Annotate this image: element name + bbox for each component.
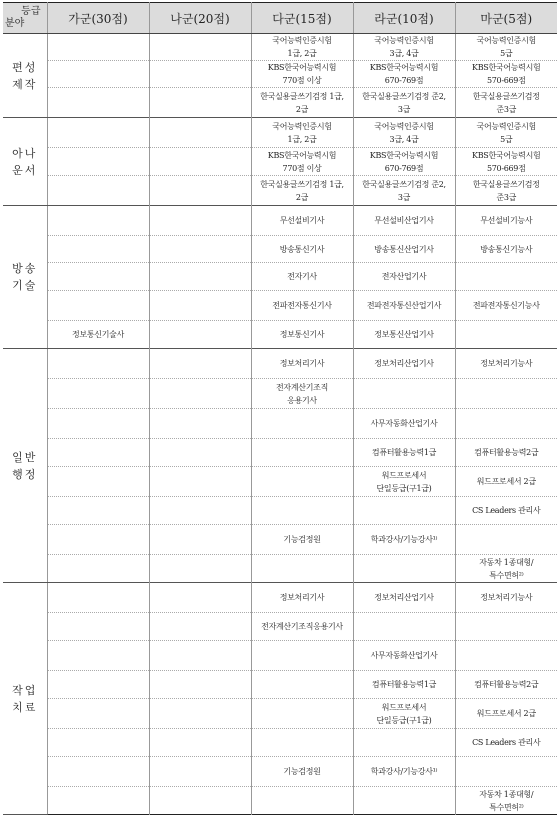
cell-grade-b [149, 699, 251, 729]
cell-grade-e: 한국실용글쓰기검정 준3급 [455, 176, 557, 206]
cell-grade-b [149, 409, 251, 439]
cell-grade-c [251, 467, 353, 497]
cell-grade-d: 전파전자통신산업기사 [353, 291, 455, 321]
cell-grade-a [47, 206, 149, 236]
cell-grade-c: 한국실용글쓰기검정 1급, 2급 [251, 88, 353, 118]
table-row [3, 583, 557, 613]
table-row [3, 321, 557, 349]
cell-grade-b [149, 61, 251, 88]
cell-grade-c: 정보처리기사 [251, 349, 353, 379]
cell-grade-a [47, 61, 149, 88]
cell-grade-d: 한국실용글쓰기검정 준2, 3급 [353, 176, 455, 206]
cell-grade-d [353, 555, 455, 583]
header-grade-e: 마군(5점) [455, 3, 557, 34]
cell-grade-d: 국어능력인증시험 3급, 4급 [353, 34, 455, 61]
cell-grade-c: KBS한국어능력시험 770점 이상 [251, 61, 353, 88]
cell-grade-a [47, 555, 149, 583]
cell-grade-b [149, 379, 251, 409]
field-category-cell: 편성 제작 [3, 34, 47, 118]
cell-grade-a [47, 379, 149, 409]
cell-grade-b [149, 88, 251, 118]
cell-grade-e [455, 379, 557, 409]
cell-grade-b [149, 787, 251, 815]
cell-grade-d [353, 379, 455, 409]
cell-grade-a [47, 757, 149, 787]
cell-grade-c: 기능검정원 [251, 757, 353, 787]
cell-grade-d: 국어능력인증시험 3급, 4급 [353, 118, 455, 148]
field-category-cell: 방송 기술 [3, 206, 47, 349]
cell-grade-e: 한국실용글쓰기검정 준3급 [455, 88, 557, 118]
header-grade-label: 등급 [21, 6, 41, 17]
cell-grade-b [149, 118, 251, 148]
cell-grade-c: 한국실용글쓰기검정 1급, 2급 [251, 176, 353, 206]
cell-grade-c: 국어능력인증시험 1급, 2급 [251, 118, 353, 148]
table-row [3, 613, 557, 641]
cell-grade-b [149, 641, 251, 671]
cell-grade-a [47, 497, 149, 525]
cell-grade-a [47, 671, 149, 699]
cell-grade-c: 전파전자통신기사 [251, 291, 353, 321]
cell-grade-c: KBS한국어능력시험 770점 이상 [251, 148, 353, 176]
table-row [3, 671, 557, 699]
table-row [3, 61, 557, 88]
cell-grade-e [455, 321, 557, 349]
cell-grade-d: 방송통신산업기사 [353, 236, 455, 263]
table-row [3, 176, 557, 206]
cell-grade-a [47, 699, 149, 729]
cell-grade-c: 방송통신기사 [251, 236, 353, 263]
cell-grade-a [47, 409, 149, 439]
cell-grade-e [455, 641, 557, 671]
cell-grade-d: 워드프로세서 단일등급(구1급) [353, 467, 455, 497]
cell-grade-b [149, 349, 251, 379]
header-field-label: 분야 [5, 18, 25, 29]
cell-grade-a [47, 236, 149, 263]
cell-grade-b [149, 729, 251, 757]
cell-grade-e: 자동차 1종대형/ 특수면허²⁾ [455, 787, 557, 815]
cell-grade-d: KBS한국어능력시험 670-769점 [353, 148, 455, 176]
cell-grade-e: KBS한국어능력시험 570-669점 [455, 61, 557, 88]
table-row [3, 88, 557, 118]
cell-grade-d: 무선설비산업기사 [353, 206, 455, 236]
cell-grade-e: 국어능력인증시험 5급 [455, 34, 557, 61]
cell-grade-c [251, 555, 353, 583]
field-category-cell: 아나 운서 [3, 118, 47, 206]
cell-grade-a [47, 787, 149, 815]
field-category-cell: 일반 행정 [3, 349, 47, 583]
cell-grade-a [47, 613, 149, 641]
cell-grade-b [149, 176, 251, 206]
cell-grade-d [353, 729, 455, 757]
cell-grade-a [47, 88, 149, 118]
cell-grade-e: 컴퓨터활용능력2급 [455, 671, 557, 699]
cell-grade-c: 정보통신기사 [251, 321, 353, 349]
cell-grade-a [47, 525, 149, 555]
cell-grade-e: 방송통신기능사 [455, 236, 557, 263]
cell-grade-d: KBS한국어능력시험 670-769점 [353, 61, 455, 88]
table-row [3, 206, 557, 236]
cell-grade-b [149, 583, 251, 613]
cell-grade-e: 국어능력인증시험 5급 [455, 118, 557, 148]
table-row [3, 555, 557, 583]
cell-grade-e: 워드프로세서 2급 [455, 699, 557, 729]
table-row [3, 641, 557, 671]
cell-grade-b [149, 263, 251, 291]
cell-grade-e [455, 613, 557, 641]
table-row [3, 291, 557, 321]
cell-grade-a [47, 176, 149, 206]
cell-grade-e [455, 757, 557, 787]
cell-grade-c [251, 787, 353, 815]
cell-grade-b [149, 555, 251, 583]
table-row [3, 349, 557, 379]
cell-grade-d [353, 787, 455, 815]
cell-grade-c [251, 729, 353, 757]
cell-grade-b [149, 671, 251, 699]
header-grade-d: 라군(10점) [353, 3, 455, 34]
cell-grade-c: 기능검정원 [251, 525, 353, 555]
cell-grade-a: 정보통신기술사 [47, 321, 149, 349]
header-row [3, 3, 557, 34]
cell-grade-a [47, 34, 149, 61]
cell-grade-d: 전자산업기사 [353, 263, 455, 291]
cell-grade-b [149, 236, 251, 263]
cell-grade-c: 전자계산기조직응용기사 [251, 613, 353, 641]
cell-grade-e [455, 409, 557, 439]
cell-grade-a [47, 263, 149, 291]
cell-grade-b [149, 613, 251, 641]
cell-grade-d: 워드프로세서 단일등급(구1급) [353, 699, 455, 729]
cell-grade-d: 사무자동화산업기사 [353, 641, 455, 671]
cell-grade-e: 정보처리기능사 [455, 583, 557, 613]
cell-grade-b [149, 34, 251, 61]
table-row [3, 409, 557, 439]
table-row [3, 439, 557, 467]
cell-grade-b [149, 467, 251, 497]
cell-grade-e: KBS한국어능력시험 570-669점 [455, 148, 557, 176]
cell-grade-a [47, 467, 149, 497]
cell-grade-d: 정보통신산업기사 [353, 321, 455, 349]
cell-grade-a [47, 118, 149, 148]
cell-grade-d [353, 613, 455, 641]
cell-grade-b [149, 148, 251, 176]
table-row [3, 497, 557, 525]
cell-grade-e [455, 525, 557, 555]
cell-grade-e: 자동차 1종대형/ 특수면허²⁾ [455, 555, 557, 583]
cell-grade-b [149, 321, 251, 349]
cell-grade-e: CS Leaders 관리사 [455, 729, 557, 757]
cell-grade-e: 정보처리기능사 [455, 349, 557, 379]
cell-grade-c: 전자계산기조직 응용기사 [251, 379, 353, 409]
cell-grade-c [251, 439, 353, 467]
cell-grade-d: 컴퓨터활용능력1급 [353, 671, 455, 699]
table-row [3, 525, 557, 555]
cell-grade-a [47, 349, 149, 379]
cell-grade-e: 워드프로세서 2급 [455, 467, 557, 497]
cell-grade-d: 학과강사/기능강사¹⁾ [353, 757, 455, 787]
cell-grade-a [47, 291, 149, 321]
cell-grade-b [149, 757, 251, 787]
table-row [3, 379, 557, 409]
cell-grade-c [251, 699, 353, 729]
cell-grade-d: 정보처리산업기사 [353, 349, 455, 379]
cell-grade-b [149, 439, 251, 467]
cell-grade-d: 한국실용글쓰기검정 준2, 3급 [353, 88, 455, 118]
table-row [3, 148, 557, 176]
cell-grade-d: 사무자동화산업기사 [353, 409, 455, 439]
table-row [3, 118, 557, 148]
cell-grade-c [251, 641, 353, 671]
table-row [3, 757, 557, 787]
field-category-cell: 작업 치료 [3, 583, 47, 815]
certificate-grade-table [3, 2, 557, 815]
cell-grade-d [353, 497, 455, 525]
cell-grade-a [47, 439, 149, 467]
header-grade-b: 나군(20점) [149, 3, 251, 34]
cell-grade-e: 전파전자통신기능사 [455, 291, 557, 321]
cell-grade-e: 무선설비기능사 [455, 206, 557, 236]
cell-grade-a [47, 729, 149, 757]
table-row [3, 729, 557, 757]
header-grade-a: 가군(30점) [47, 3, 149, 34]
table-row [3, 263, 557, 291]
cell-grade-b [149, 291, 251, 321]
cell-grade-b [149, 525, 251, 555]
table-body [3, 34, 557, 815]
table-row [3, 467, 557, 497]
cell-grade-a [47, 641, 149, 671]
cell-grade-a [47, 583, 149, 613]
table-row [3, 699, 557, 729]
cell-grade-d: 학과강사/기능강사¹⁾ [353, 525, 455, 555]
cell-grade-b [149, 206, 251, 236]
cell-grade-c: 정보처리기사 [251, 583, 353, 613]
cell-grade-c [251, 671, 353, 699]
cell-grade-a [47, 148, 149, 176]
cell-grade-c: 국어능력인증시험 1급, 2급 [251, 34, 353, 61]
cell-grade-e [455, 263, 557, 291]
cell-grade-d: 컴퓨터활용능력1급 [353, 439, 455, 467]
cell-grade-d: 정보처리산업기사 [353, 583, 455, 613]
table-row [3, 787, 557, 815]
header-grade-c: 다군(15점) [251, 3, 353, 34]
cell-grade-c: 무선설비기사 [251, 206, 353, 236]
cell-grade-c [251, 497, 353, 525]
cell-grade-e: 컴퓨터활용능력2급 [455, 439, 557, 467]
cell-grade-c: 전자기사 [251, 263, 353, 291]
cell-grade-b [149, 497, 251, 525]
table-row [3, 34, 557, 61]
header-category-cell [3, 3, 47, 34]
cell-grade-c [251, 409, 353, 439]
table-row [3, 236, 557, 263]
cell-grade-e: CS Leaders 관리사 [455, 497, 557, 525]
